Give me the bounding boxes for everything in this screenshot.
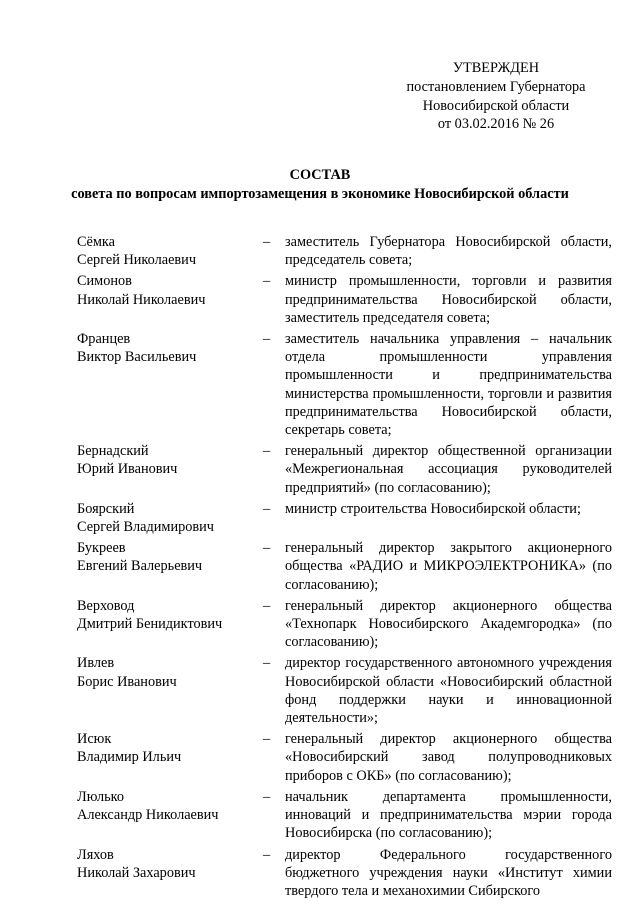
title-subheading: совета по вопросам импортозамещения в экономике Новосибирской области [71, 185, 569, 202]
member-surname: Ляхов [77, 846, 114, 863]
member-given-name: Николай Николаевич [77, 291, 206, 308]
member-dash: – [263, 731, 271, 748]
member-row [77, 597, 612, 652]
member-surname: Боярский [77, 500, 135, 517]
member-dash: – [263, 331, 271, 348]
member-given-name: Евгений Валерьевич [77, 558, 203, 575]
member-row [77, 539, 612, 594]
member-surname: Букреев [77, 540, 126, 557]
member-name [77, 442, 263, 497]
member-given-name: Юрий Иванович [77, 461, 178, 478]
member-dash: – [263, 500, 271, 517]
member-name [77, 500, 263, 536]
member-surname: Исюк [77, 731, 112, 748]
member-row [77, 442, 612, 497]
member-row [77, 233, 612, 269]
member-row [77, 730, 612, 785]
member-dash: – [263, 846, 271, 863]
title-heading: СОСТАВ [289, 167, 351, 183]
approval-stamp [380, 59, 612, 134]
member-name [77, 330, 263, 439]
member-role: министр промышленности, торговли и развития предпринимательства Новосибирской области, заместитель председателя совета; [285, 273, 612, 326]
member-role: министр строительства Новосибирской области; [285, 500, 581, 517]
member-given-name: Владимир Ильич [77, 749, 182, 766]
member-surname: Бернадский [77, 443, 149, 460]
member-given-name: Николай Захарович [77, 864, 196, 881]
member-row [77, 654, 612, 727]
approval-line: Новосибирской области [422, 97, 570, 114]
member-given-name: Виктор Васильевич [77, 349, 197, 366]
member-given-name: Дмитрий Бенидиктович [77, 616, 223, 633]
member-name [77, 788, 263, 843]
member-given-name: Сергей Николаевич [77, 252, 197, 269]
member-row [77, 846, 612, 901]
member-dash: – [263, 597, 271, 614]
member-surname: Ивлев [77, 655, 115, 672]
members-list [77, 233, 612, 903]
member-role: директор Федерального государственного бюджетного учреждения науки «Институт химии твердого тела и механохимии Сибирского [285, 846, 612, 899]
member-row [77, 500, 612, 536]
member-row [77, 330, 612, 439]
approval-line: постановлением Губернатора [406, 78, 586, 95]
member-surname: Люлько [77, 788, 125, 805]
member-name [77, 233, 263, 269]
member-name [77, 539, 263, 594]
member-role: директор государственного автономного учреждения Новосибирской области «Новосибирский областной фонд поддержки науки и инновационной деятельности»; [285, 655, 612, 727]
member-surname: Симонов [77, 273, 132, 290]
member-given-name: Сергей Владимирович [77, 519, 214, 536]
member-surname: Францев [77, 331, 131, 348]
member-role: генеральный директор акционерного общества «Технопарк Новосибирского Академгородка» (по согласованию); [285, 597, 612, 651]
member-dash: – [263, 655, 271, 672]
member-surname: Верховод [77, 597, 135, 614]
member-name [77, 272, 263, 327]
member-name [77, 597, 263, 652]
member-role: генеральный директор закрытого акционерного общества «РАДИО и МИКРОЭЛЕКТРОНИКА» (по согласованию); [285, 540, 612, 593]
member-role: генеральный директор общественной организации «Межрегиональная ассоциация руководителей предприятий» (по согласованию); [285, 443, 612, 496]
approval-date: от 03.02.2016 № 26 [437, 116, 555, 133]
document-title [0, 166, 640, 203]
member-row [77, 788, 612, 843]
member-given-name: Борис Иванович [77, 673, 177, 690]
member-dash: – [263, 234, 271, 250]
member-row [77, 272, 612, 327]
member-dash: – [263, 273, 271, 290]
member-name [77, 654, 263, 727]
member-surname: Сёмка [77, 234, 116, 250]
member-role: начальник департамента промышленности, инноваций и предпринимательства мэрии города Новосибирска (по согласованию); [285, 788, 612, 842]
member-name [77, 730, 263, 785]
member-role: заместитель Губернатора Новосибирской области, председатель совета; [285, 234, 612, 269]
member-dash: – [263, 540, 271, 557]
member-given-name: Александр Николаевич [77, 807, 219, 824]
member-role: заместитель начальника управления – начальник отдела промышленности управления промышленности и предпринимательства министерства промышленности, торговли и развития предпринимательства Новосибирской области, секретарь совета; [285, 331, 612, 439]
approval-heading: УТВЕРЖДЕН [452, 60, 540, 76]
member-name [77, 846, 263, 901]
member-dash: – [263, 443, 271, 460]
member-dash: – [263, 788, 271, 805]
member-role: генеральный директор акционерного общества «Новосибирский завод полупроводниковых приборов с ОКБ» (по согласованию); [285, 731, 612, 784]
